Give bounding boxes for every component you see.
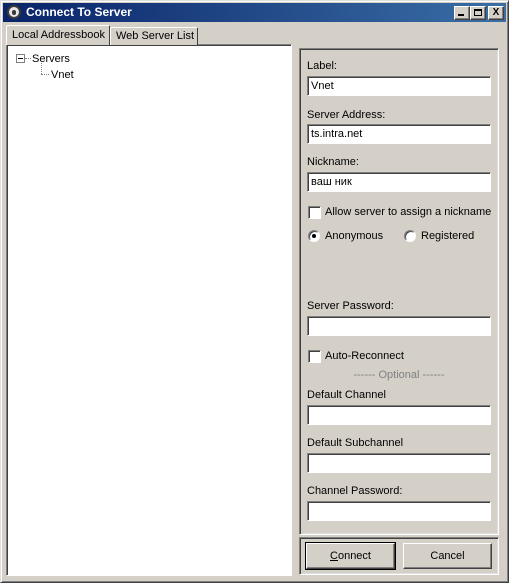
server-password-field[interactable] <box>307 316 491 336</box>
registered-radio-label[interactable]: Registered <box>421 230 475 242</box>
registered-radio[interactable] <box>404 230 416 242</box>
default-subchannel-label: Default Subchannel <box>307 437 404 449</box>
maximize-icon <box>474 9 482 16</box>
connect-label: onnect <box>337 550 371 562</box>
auto-reconnect-checkbox[interactable] <box>308 350 321 363</box>
tab-label: Local Addressbook <box>12 29 105 41</box>
minimize-button[interactable] <box>454 6 470 20</box>
anonymous-radio[interactable] <box>308 230 320 242</box>
collapse-icon[interactable] <box>16 54 25 63</box>
app-icon <box>7 5 21 19</box>
label-field[interactable] <box>307 76 491 96</box>
server-tree[interactable] <box>6 44 292 576</box>
channel-password-field[interactable] <box>307 501 491 521</box>
server-password-label: Server Password: <box>307 300 394 312</box>
connect-mnemonic: C <box>330 550 338 562</box>
tree-connector <box>41 74 49 75</box>
optional-separator: ------ Optional ------ <box>353 369 445 381</box>
tab-web-server-list[interactable] <box>110 27 198 45</box>
allow-nickname-checkbox[interactable] <box>308 206 321 219</box>
connect-button[interactable] <box>306 543 395 569</box>
label-field-label: Label: <box>307 60 337 72</box>
default-channel-field[interactable] <box>307 405 491 425</box>
nickname-field[interactable] <box>307 172 491 192</box>
tree-connector <box>41 63 42 74</box>
cancel-button[interactable]: Cancel <box>403 543 492 569</box>
tab-local-addressbook[interactable] <box>6 25 110 45</box>
title-bar[interactable] <box>3 3 506 22</box>
tab-label: Web Server List <box>116 30 195 42</box>
window-title: Connect To Server <box>26 5 132 19</box>
anonymous-radio-label[interactable]: Anonymous <box>325 230 384 242</box>
server-address-label: Server Address: <box>307 109 386 121</box>
tree-node-vnet[interactable]: Vnet <box>51 69 74 81</box>
channel-password-label: Channel Password: <box>307 485 403 497</box>
tree-connector <box>25 58 31 59</box>
minimize-icon <box>458 14 464 16</box>
server-address-field[interactable] <box>307 124 491 144</box>
nickname-label: Nickname: <box>307 156 359 168</box>
allow-nickname-label[interactable]: Allow server to assign a nickname <box>325 206 492 218</box>
close-button[interactable] <box>488 6 504 20</box>
close-icon: X <box>492 7 500 18</box>
auto-reconnect-label[interactable]: Auto-Reconnect <box>325 350 404 362</box>
maximize-button[interactable] <box>470 6 486 20</box>
default-channel-label: Default Channel <box>307 389 386 401</box>
default-subchannel-field[interactable] <box>307 453 491 473</box>
tree-node-servers[interactable]: Servers <box>32 53 70 65</box>
